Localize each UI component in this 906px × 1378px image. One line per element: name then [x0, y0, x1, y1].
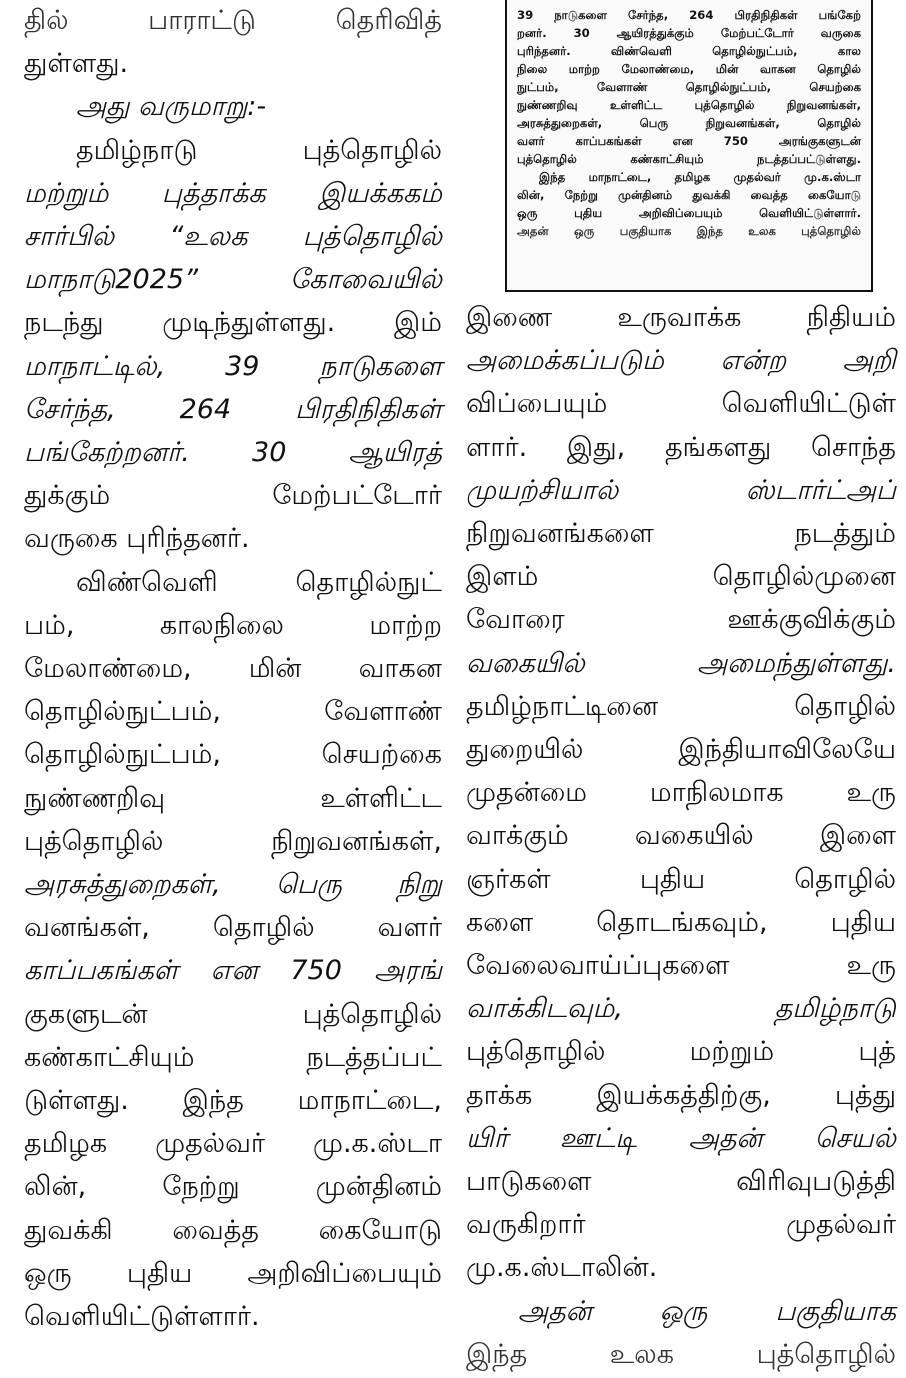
inset-line: றனர். 30 ஆயிரத்துக்கும் மேற்பட்டோர் வருகை [517, 26, 861, 40]
inset-line: வளர் காப்பகங்கள் என 750 அரங்குகளுடன் [517, 134, 861, 148]
text-line: பாடுகளை விரிவுபடுத்தி [466, 1166, 896, 1197]
text-line: களை தொடங்கவும், புதிய [466, 906, 896, 938]
text-line: நிறுவனங்களை நடத்தும் [466, 518, 896, 549]
text-line: அமைக்கப்படும் என்ற அறி [466, 345, 896, 377]
text-line: துவக்கி வைத்த கையோடு [24, 1214, 442, 1246]
text-line: பம், காலநிலை மாற்ற [24, 609, 442, 641]
inset-line: புத்தொழில் கண்காட்சியும் நடத்தப்பட்டுள்ளது. [517, 152, 861, 166]
text-line: அதன் ஒரு பகுதியாக [518, 1295, 896, 1327]
text-line: சேர்ந்த, 264 பிரதிநிதிகள் [24, 393, 442, 425]
inset-line: நுட்பம், வேளாண் தொழில்நுட்பம், செயற்கை [517, 80, 861, 94]
inset-text-box [505, 0, 873, 292]
text-line: வாக்கிடவும், தமிழ்நாடு [466, 993, 896, 1025]
text-line: மற்றும் புத்தாக்க இயக்ககம் [24, 177, 442, 209]
text-line: துக்கும் மேற்பட்டோர் [24, 480, 442, 512]
text-line: புத்தொழில் நிறுவனங்கள், [24, 825, 442, 857]
text-line: முயற்சியால் ஸ்டார்ட்அப் [466, 474, 896, 506]
text-line: கண்காட்சியும் நடத்தப்பட் [24, 1041, 442, 1073]
text-line: விண்வெளி தொழில்நுட் [76, 566, 442, 598]
inset-line: புரிந்தனர். விண்வெளி தொழில்நுட்பம், கால [517, 44, 861, 58]
text-line: இணை உருவாக்க நிதியம் [466, 302, 896, 333]
text-line: காப்பகங்கள் என 750 அரங் [24, 955, 442, 987]
text-line: நடந்து முடிந்துள்ளது. இம் [24, 307, 442, 339]
text-line: யிர் ஊட்டி அதன் செயல் [466, 1122, 896, 1154]
text-line: தொழில்நுட்பம், செயற்கை [24, 739, 442, 771]
text-line: குகளுடன் புத்தொழில் [24, 998, 442, 1030]
text-line: டுள்ளது. இந்த மாநாட்டை, [24, 1085, 442, 1116]
text-line: இந்த உலக புத்தொழில் [466, 1338, 896, 1370]
text-line: தமிழ்நாடு புத்தொழில் [76, 134, 442, 166]
text-line: ளார். இது, தங்களது சொந்த [466, 431, 896, 463]
text-line: தில் பாராட்டு தெரிவித் [24, 5, 442, 36]
text-line: ஞர்கள் புதிய தொழில் [466, 863, 896, 895]
text-line: அது வருமாறு:- [76, 91, 267, 123]
inset-line: அரசுத்துறைகள், பெரு நிறுவனங்கள், தொழில் [517, 116, 861, 130]
text-line: மேலாண்மை, மின் வாகன [24, 653, 442, 684]
inset-line: நுண்ணறிவு உள்ளிட்ட புத்தொழில் நிறுவனங்கள், [517, 98, 861, 112]
inset-line: 39 நாடுகளை சேர்ந்த, 264 பிரதிநிதிகள் பங்கேற் [517, 8, 861, 22]
inset-line: அதன் ஒரு பகுதியாக இந்த உலக புத்தொழில் [517, 224, 861, 238]
text-line: வகையில் அமைந்துள்ளது. [466, 647, 896, 679]
text-line: புத்தொழில் மற்றும் புத் [466, 1036, 896, 1068]
inset-line: நிலை மாற்ற மேலாண்மை, மின் வாகன தொழில் [517, 62, 861, 76]
text-line: வருகை புரிந்தனர். [24, 523, 250, 555]
text-line: நுண்ணறிவு உள்ளிட்ட [24, 782, 442, 814]
text-line: தமிழ்நாட்டினை தொழில் [466, 690, 896, 722]
text-line: வாக்கும் வகையில் இளை [466, 820, 896, 852]
inset-line: ஒரு புதிய அறிவிப்பையும் வெளியிட்டுள்ளார். [517, 206, 861, 220]
text-line: மாநாடு2025” கோவையில் [24, 264, 442, 296]
text-line: விப்பையும் வெளியிட்டுள் [466, 388, 896, 420]
text-line: தாக்க இயக்கத்திற்கு, புத்து [466, 1079, 896, 1111]
text-line: துறையில் இந்தியாவிலேயே [466, 734, 896, 765]
text-line: வருகிறார் முதல்வர் [466, 1209, 896, 1241]
text-line: ஒரு புதிய அறிவிப்பையும் [24, 1257, 442, 1289]
text-line: சார்பில் “உலக புத்தொழில் [24, 221, 442, 252]
text-line: துள்ளது. [24, 48, 129, 80]
inset-line: லின், நேற்று முன்தினம் துவக்கி வைத்த கையோடு [517, 188, 861, 202]
text-line: வெளியிட்டுள்ளார். [24, 1301, 260, 1332]
text-line: மு.க.ஸ்டாலின். [466, 1252, 658, 1284]
text-line: முதன்மை மாநிலமாக உரு [466, 777, 896, 809]
text-line: வனங்கள், தொழில் வளர் [24, 912, 442, 944]
text-line: வோரை ஊக்குவிக்கும் [466, 604, 896, 636]
text-line: தமிழக முதல்வர் மு.க.ஸ்டா [24, 1128, 442, 1160]
text-line: தொழில்நுட்பம், வேளாண் [24, 696, 442, 728]
text-line: இளம் தொழில்முனை [466, 561, 896, 593]
text-line: லின், நேற்று முன்தினம் [24, 1171, 442, 1203]
text-line: வேலைவாய்ப்புகளை உரு [466, 950, 896, 981]
text-line: அரசுத்துறைகள், பெரு நிறு [24, 869, 442, 900]
text-line: மாநாட்டில், 39 நாடுகளை [24, 350, 442, 382]
text-line: பங்கேற்றனர். 30 ஆயிரத் [24, 437, 442, 468]
inset-line: இந்த மாநாட்டை, தமிழக முதல்வர் மு.க.ஸ்டா [539, 170, 861, 184]
left-column [24, 0, 442, 1332]
